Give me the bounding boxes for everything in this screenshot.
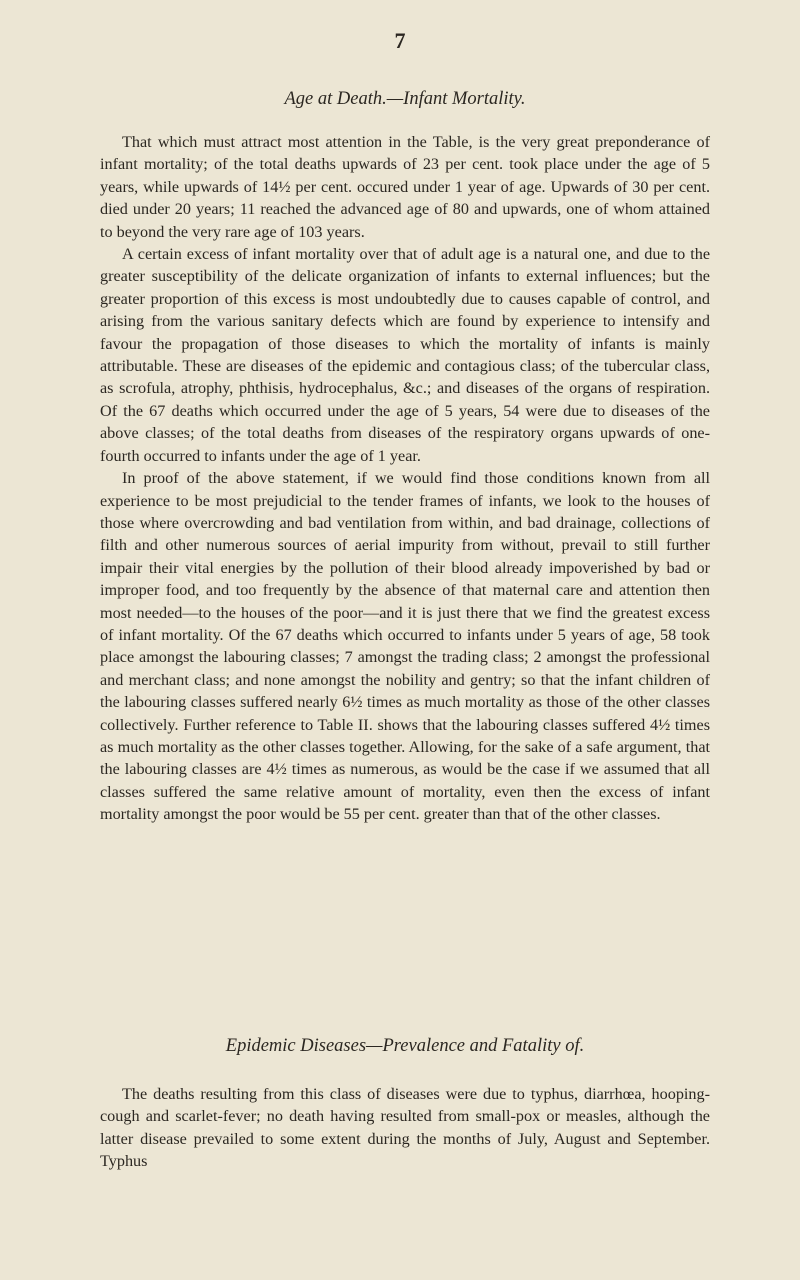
paragraph: In proof of the above statement, if we would find those conditions known from all experience to be most prejudicial to the tender frames of infants, we look to the houses of those where overcrowding and bad ventilation from within, and bad drainage, collections of filth and other numerous sources of aerial impurity from without, prevail to still further impair their vital energies by the pollution of their blood already impoverished by bad or improper food, and too frequently by the absence of that maternal care and attention then most needed—to the houses of the poor—and it is just there that we find the greatest excess of infant mortality. Of the 67 deaths which occurred to infants under 5 years of age, 58 took place amongst the labouring classes; 7 amongst the trading class; 2 amongst the professional and merchant class; and none amongst the nobility and gentry; so that the infant children of the labouring classes suffered nearly 6½ times as much mortality as those of the other classes collectively. Further reference to Table II. shows that the labouring classes suffered 4½ times as much mortality as the other classes together. Allowing, for the sake of a safe argument, that the labouring classes are 4½ times as numerous, as would be the case if we assumed that all classes suffered the same relative amount of mortality, even then the excess of infant mortality amongst the poor would be 55 per cent. greater than that of the other classes.: [100, 469, 710, 824]
section-title-infant-mortality: Age at Death.—Infant Mortality.: [284, 89, 526, 109]
paragraph: That which must attract most attention in the Table, is the very great preponderance of infant mortality; of the total deaths upwards of 23 per cent. took place under the age of 5 years, while upwards of 14½ per cent. occured under 1 year of age. Upwards of 30 per cent. died under 20 years; 11 reached the advanced age of 80 and upwards, one of whom attained to beyond the very rare age of 103 years.: [100, 133, 710, 241]
paragraph: The deaths resulting from this class of diseases were due to typhus, diarrhœa, hooping-cough and scarlet-fever; no death having resulted from small-pox or measles, although the latter disease prevailed to some extent during the months of July, August and September. Typhus: [100, 1085, 710, 1171]
section-title-epidemic-diseases: Epidemic Diseases—Prevalence and Fatality of.: [225, 1036, 585, 1056]
section-body-epidemic-diseases: [100, 1083, 710, 1173]
page-number: 7: [394, 28, 406, 53]
paragraph: A certain excess of infant mortality over that of adult age is a natural one, and due to the greater susceptibility of the delicate organization of infants to external influences; but the greater proportion of this excess is most undoubtedly due to causes capable of control, and arising from the various sanitary defects which are found by experience to intensify and favour the propagation of those diseases to which the mortality of infants is mainly attributable. These are diseases of the epidemic and contagious class; of the tubercular class, as scrofula, atrophy, phthisis, hydrocephalus, &c.; and diseases of the organs of respiration. Of the 67 deaths which occurred under the age of 5 years, 54 were due to diseases of the above classes; of the total deaths from diseases of the respiratory organs upwards of one-fourth occurred to infants under the age of 1 year.: [100, 245, 710, 465]
section-body-infant-mortality: [100, 131, 710, 826]
